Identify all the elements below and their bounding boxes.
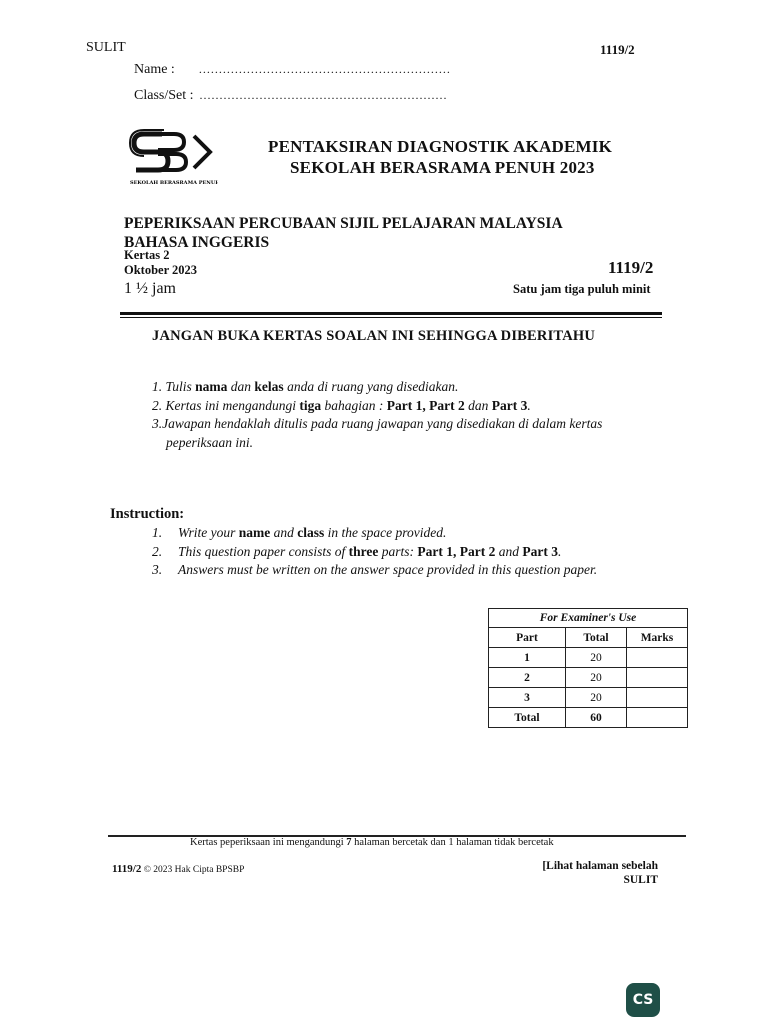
bold-text: , [453, 543, 460, 559]
text: Write your [178, 525, 239, 540]
bold-text: Part 1 [417, 543, 454, 559]
marks-cell[interactable] [627, 708, 688, 728]
duration-words: Satu jam tiga puluh minit [513, 282, 651, 296]
bold-text: Part 3 [522, 543, 558, 559]
bold-text: three [348, 543, 379, 559]
column-header: Total [566, 628, 627, 648]
table-cell: 1 [489, 648, 566, 668]
marks-cell[interactable] [627, 648, 688, 668]
table-caption: For Examiner's Use [489, 609, 688, 628]
malay-instruction-1 [152, 378, 672, 397]
footer-right [536, 859, 658, 887]
examiner-use-table [488, 608, 688, 728]
class-label: Class/Set : [134, 88, 194, 103]
bold-text: class [297, 525, 325, 540]
bold-text: kelas [254, 379, 284, 394]
assessment-subtitle: SEKOLAH BERASRAMA PENUH 2023 [290, 158, 595, 177]
table-cell: Total [489, 708, 566, 728]
page-count-note [190, 837, 554, 848]
text: bahagian : [321, 397, 387, 413]
see-next-page: [Lihat halaman sebelah [542, 860, 658, 872]
text: and [270, 525, 298, 540]
text: 1. Tulis [152, 379, 196, 394]
marks-cell[interactable] [627, 668, 688, 688]
table-cell: 20 [566, 648, 627, 668]
malay-instruction-3-cont: peperiksaan ini. [166, 434, 253, 450]
text: dan [464, 397, 492, 413]
text: dan [227, 379, 255, 394]
column-header: Part [489, 628, 566, 648]
class-field [134, 88, 448, 104]
name-dots: ............................................................... [198, 62, 451, 76]
divider-thick [120, 312, 662, 315]
table-cell: 20 [566, 688, 627, 708]
bold-text: , [422, 397, 430, 413]
malay-instruction-3: 3.Jawapan hendaklah ditulis pada ruang jawapan yang disediakan di dalam kertas [152, 416, 603, 431]
instruction-heading: Instruction: [110, 506, 185, 522]
assessment-title: PENTAKSIRAN DIAGNOSTIK AKADEMIK [268, 137, 613, 156]
table-header-row [489, 628, 688, 648]
bold-text: tiga [299, 397, 322, 413]
text: anda di ruang yang disediakan. [283, 379, 459, 394]
table-cell: 60 [566, 708, 627, 728]
instruction-1 [152, 524, 597, 543]
text: parts: [378, 543, 418, 559]
marks-cell[interactable] [627, 688, 688, 708]
malay-instruction-2 [152, 397, 672, 416]
bold-text: 7 [346, 837, 352, 848]
instruction-3 [152, 561, 597, 580]
table-caption-row [489, 609, 688, 628]
table-row [489, 648, 688, 668]
divider-thin [120, 317, 662, 318]
name-label: Name : [134, 62, 175, 77]
table-row [489, 668, 688, 688]
text: Kertas peperiksaan ini mengandungi [190, 837, 347, 848]
classification-footer: SULIT [623, 874, 658, 886]
paper-number: Kertas 2 [124, 248, 170, 262]
table-cell: 20 [566, 668, 627, 688]
bold-text: nama [195, 379, 228, 394]
text: 2. Kertas ini mengandungi [152, 397, 300, 413]
table-row [489, 708, 688, 728]
table-cell: 3 [489, 688, 566, 708]
exam-name: PEPERIKSAAN PERCUBAAN SIJIL PELAJARAN MALAYSIA [124, 215, 563, 232]
bold-text: name [238, 525, 271, 540]
exam-date: Oktober 2023 [124, 263, 198, 277]
list-number: 2. [152, 543, 163, 559]
text: Answers must be written on the answer space provided in this question paper. [178, 562, 598, 577]
list-number: 1. [152, 525, 163, 540]
text: . [527, 397, 531, 413]
text: . [557, 543, 562, 559]
text: This question paper consists of [178, 543, 349, 559]
copyright-text: © 2023 Hak Cipta BPSBP [141, 865, 245, 875]
classification-label: SULIT [86, 40, 126, 55]
table-row [489, 688, 688, 708]
bold-text: Part 3 [491, 397, 528, 413]
paper-code: 1119/2 [608, 258, 654, 277]
copyright-line [112, 863, 244, 875]
bold-text: Part 2 [429, 397, 465, 413]
column-header: Marks [627, 628, 688, 648]
text: in the space provided. [324, 525, 447, 540]
logo-caption: SEKOLAH BERASRAMA PENUH [130, 180, 218, 186]
duration: 1 ½ jam [124, 280, 176, 297]
name-field [134, 62, 451, 78]
malay-instructions [152, 378, 672, 452]
sbp-logo [128, 128, 218, 188]
exam-title [124, 214, 563, 252]
english-instructions [152, 524, 597, 580]
sbp-logo-mark [128, 128, 218, 188]
text: and [495, 543, 523, 559]
list-number: 3. [152, 562, 163, 577]
text: halaman bercetak dan 1 halaman tidak bercetak [351, 837, 554, 848]
subject-name: BAHASA INGGERIS [124, 234, 270, 251]
bold-text: Part 2 [459, 543, 496, 559]
camscanner-badge-icon: CS [626, 983, 660, 1017]
paper-code-header: 1119/2 [600, 42, 635, 57]
paper-info [124, 248, 197, 278]
paper-code-footer: 1119/2 [112, 863, 142, 875]
class-dots: .............................................................. [199, 88, 448, 102]
do-not-open-warning: JANGAN BUKA KERTAS SOALAN INI SEHINGGA DIBERITAHU [152, 328, 596, 344]
bold-text: Part 1 [386, 397, 423, 413]
table-cell: 2 [489, 668, 566, 688]
instruction-2 [152, 543, 597, 562]
